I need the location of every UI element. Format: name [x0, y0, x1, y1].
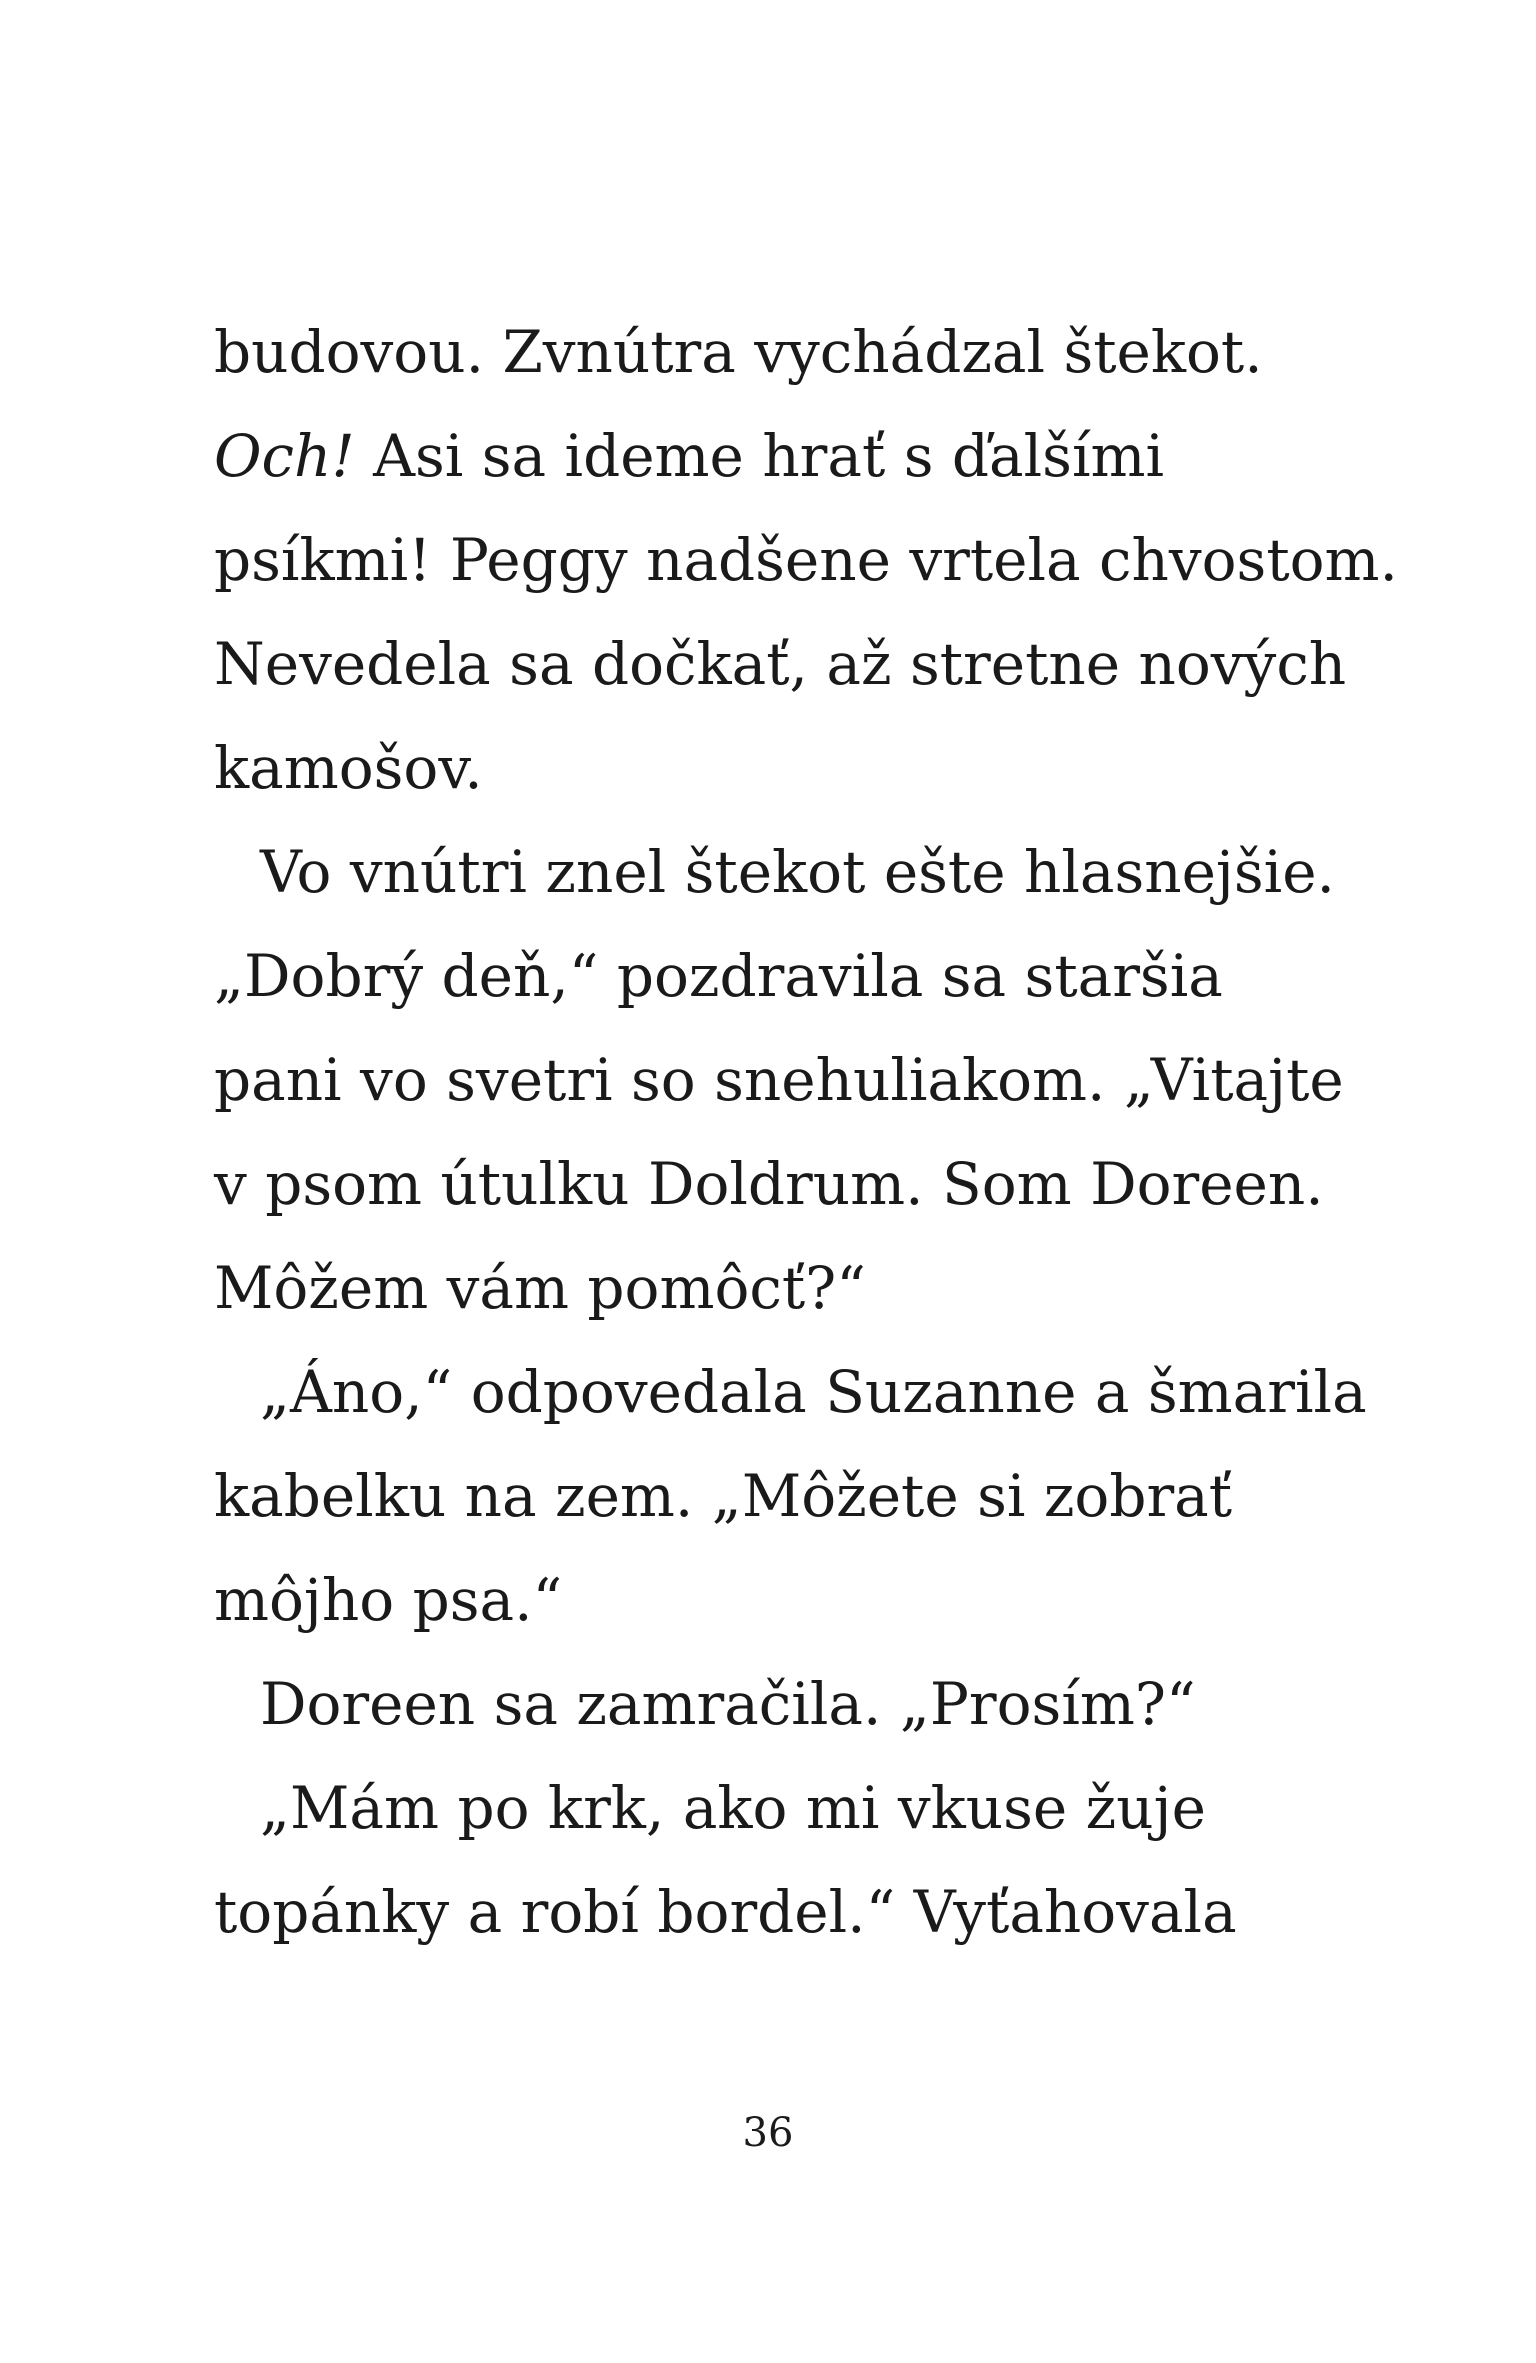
text-line: „Mám po krk, ako mi vkuse žuje — [260, 1774, 1206, 1842]
page-number: 36 — [742, 2110, 794, 2156]
text-line: môjho psa.“ — [214, 1566, 563, 1634]
text-line: topánky a robí bordel.“ Vyťahovala — [214, 1878, 1237, 1946]
text-line: Môžem vám pomôcť?“ — [214, 1254, 866, 1322]
text-line — [214, 404, 1314, 508]
text-line: Nevedela sa dočkať, až stretne nových — [214, 630, 1347, 698]
text-line: v psom útulku Doldrum. Som Doreen. — [214, 1150, 1324, 1218]
text-line: Doreen sa zamračila. „Prosím?“ — [260, 1670, 1196, 1738]
text-line: kabelku na zem. „Môžete si zobrať — [214, 1462, 1233, 1530]
text-line: kamošov. — [214, 734, 483, 802]
text-line-rest: Asi sa ideme hrať s ďalšími — [354, 422, 1165, 490]
text-line: budovou. Zvnútra vychádzal štekot. — [214, 318, 1263, 386]
text-line: psíkmi! Peggy nadšene vrtela chvostom. — [214, 526, 1398, 594]
italic-exclamation: Och! — [214, 422, 355, 490]
text-line: „Áno,“ odpovedala Suzanne a šmarila — [260, 1358, 1367, 1426]
text-line: pani vo svetri so snehuliakom. „Vitajte — [214, 1046, 1344, 1114]
text-line: Vo vnútri znel štekot ešte hlasnejšie. — [260, 838, 1335, 906]
body-text — [214, 300, 1398, 1964]
text-line: „Dobrý deň,“ pozdravila sa staršia — [214, 942, 1223, 1010]
